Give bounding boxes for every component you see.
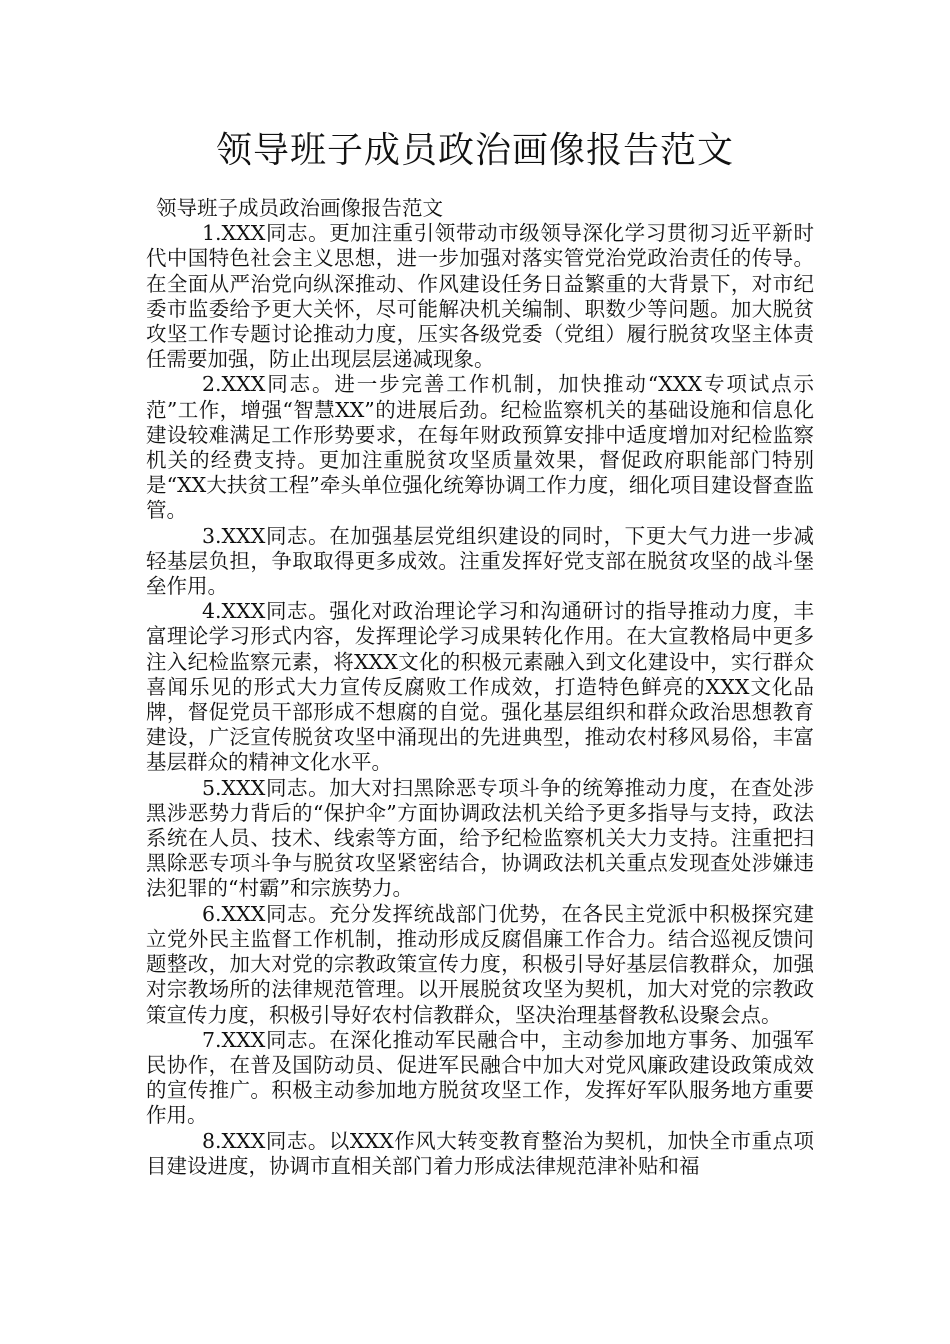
paragraph-5: 5.XXX同志。加大对扫黑除恶专项斗争的统筹推动力度，在查处涉黑涉恶势力背后的“保护伞”方面协调政法机关给予更多指导与支持，政法系统在人员、技术、线索等方面，给予纪检监察机关大力支持。注重把扫黑除恶专项斗争与脱贫攻坚紧密结合，协调政法机关重点发现查处涉嫌违法犯罪的“村霸”和宗族势力。 [146,775,814,901]
document-title: 领导班子成员政治画像报告范文 [215,130,734,171]
paragraph-3: 3.XXX同志。在加强基层党组织建设的同时，下更大气力进一步减轻基层负担，争取取得更多成效。注重发挥好党支部在脱贫攻坚的战斗堡垒作用。 [146,523,814,599]
paragraph-8: 8.XXX同志。以XXX作风大转变教育整治为契机，加快全市重点项目建设进度，协调市直相关部门着力形成法律规范津补贴和福 [146,1128,814,1178]
document-body [146,196,814,1179]
paragraph-6: 6.XXX同志。充分发挥统战部门优势，在各民主党派中积极探究建立党外民主监督工作机制，推动形成反腐倡廉工作合力。结合巡视反馈问题整改，加大对党的宗教政策宣传力度，积极引导好基层信教群众，加强对宗教场所的法律规范管理。以开展脱贫攻坚为契机，加大对党的宗教政策宣传力度，积极引导好农村信教群众，坚决治理基督教私设聚会点。 [146,901,814,1027]
paragraph-1: 1.XXX同志。更加注重引领带动市级领导深化学习贯彻习近平新时代中国特色社会主义思想，进一步加强对落实管党治党政治责任的传导。在全面从严治党向纵深推动、作风建设任务日益繁重的大背景下，对市纪委市监委给予更大关怀，尽可能解决机关编制、职数少等问题。加大脱贫攻坚工作专题讨论推动力度，压实各级党委（党组）履行脱贫攻坚主体责任需要加强，防止出现层层递减现象。 [146,221,814,372]
paragraph-7: 7.XXX同志。在深化推动军民融合中，主动参加地方事务、加强军民协作，在普及国防动员、促进军民融合中加大对党风廉政建设政策成效的宣传推广。积极主动参加地方脱贫攻坚工作，发挥好军队服务地方重要作用。 [146,1027,814,1128]
paragraph-2: 2.XXX同志。进一步完善工作机制，加快推动“XXX专项试点示范”工作，增强“智慧XX”的进展后劲。纪检监察机关的基础设施和信息化建设较难满足工作形势要求，在每年财政预算安排中适度增加对纪检监察机关的经费支持。更加注重脱贫攻坚质量效果，督促政府职能部门特别是“XX大扶贫工程”牵头单位强化统筹协调工作力度，细化项目建设督查监管。 [146,372,814,523]
document-subtitle: 领导班子成员政治画像报告范文 [156,196,443,220]
paragraph-4: 4.XXX同志。强化对政治理论学习和沟通研讨的指导推动力度，丰富理论学习形式内容，发挥理论学习成果转化作用。在大宣教格局中更多注入纪检监察元素，将XXX文化的积极元素融入到文化建设中，实行群众喜闻乐见的形式大力宣传反腐败工作成效，打造特色鲜亮的XXX文化品牌，督促党员干部形成不想腐的自觉。强化基层组织和群众政治思想教育建设，广泛宣传脱贫攻坚中涌现出的先进典型，推动农村移风易俗，丰富基层群众的精神文化水平。 [146,599,814,775]
